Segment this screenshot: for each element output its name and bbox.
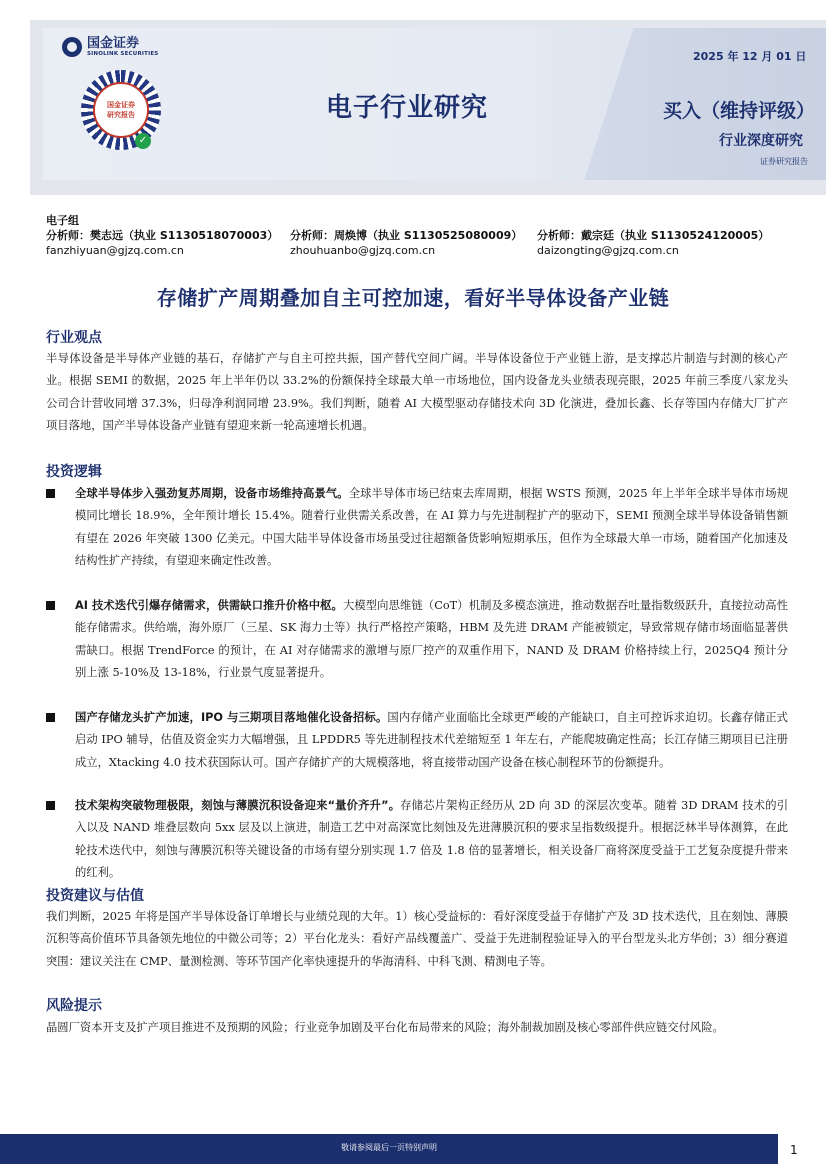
report-category-title: 电子行业研究: [326, 93, 489, 123]
bullet-text: 存储芯片架构正经历从 2D 向 3D 的深层次变革。随着 3D DRAM 技术的引入以及 NAND 堆叠层数向 5xx 层及以上演进，制造工艺中对高深宽比刻蚀及先进薄膜沉积的要求呈指数级提升。根据泛林半导体测算，在此轮技术迭代中，刻蚀与薄膜沉积等关键设备的市场有望分别实现 1.7 倍及 1.8 倍的显著增长，相关设备厂商将深度受益于工艺复杂度提升带来的红利。: [75, 799, 788, 880]
analyst-name: 分析师：戴宗廷（执业 S1130524120005）: [537, 229, 770, 242]
analyst-block: [46, 228, 278, 258]
bullet-lead: 国产存储龙头扩产加速，IPO 与三期项目落地催化设备招标。: [75, 711, 388, 724]
qr-seal-text-2: 研究报告: [107, 111, 135, 119]
section-heading-logic: 投资逻辑: [46, 464, 102, 480]
bullet-lead: 技术架构突破物理极限，刻蚀与薄膜沉积设备迎来“量价齐升”。: [75, 799, 401, 812]
section-text-advice: 我们判断，2025 年将是国产半导体设备订单增长与业绩兑现的大年。1）核心受益标的：看好深度受益于存储扩产及 3D 技术迭代，且在刻蚀、薄膜沉积等高价值环节具备领先地位的中微公司等；2）平台化龙头：看好产品线覆盖广、受益于先进制程验证导入的平台型龙头北方华创；3）细分赛道突围：建议关注在 CMP、量测检测、等环节国产化率快速提升的华海清科、中科飞测、精测电子等。: [46, 910, 788, 968]
section-heading-advice: 投资建议与估值: [46, 888, 144, 904]
qr-seal-text-1: 国金证券: [107, 101, 135, 109]
bullet-square-icon: [46, 713, 55, 722]
logo-name-cn: 国金证券: [87, 36, 140, 51]
logic-bullet: [46, 707, 788, 774]
logic-bullet: [46, 483, 788, 573]
logo-name-en: SINOLINK SECURITIES: [87, 51, 159, 57]
logic-bullet: [46, 595, 788, 685]
bullet-square-icon: [46, 601, 55, 610]
analyst-block: [537, 228, 769, 258]
logo-icon: [62, 37, 82, 57]
analyst-email[interactable]: daizongting@gjzq.com.cn: [537, 244, 679, 257]
analyst-name: 分析师：樊志远（执业 S1130518070003）: [46, 229, 279, 242]
company-logo: [62, 37, 158, 57]
qr-seal: [93, 82, 149, 138]
bullet-text: 大模型向思维链（CoT）机制及多模态演进，推动数据吞吐量指数级跃升，直接拉动高性能存储需求。供给端，海外原厂（三星、SK 海力士等）执行严格控产策略，HBM 及先进 DRAM 产能被锁定，导致常规存储市场面临显著供需缺口。根据 TrendForce 的预计，在 AI 对存储需求的激增与原厂控产的双重作用下，NAND 及 DRAM 价格持续上行，2025Q4 预计分别上涨 5-10%及 13-18%，行业景气度显著提升。: [75, 599, 788, 680]
bullet-text: 国内存储产业面临比全球更严峻的产能缺口，自主可控诉求迫切。长鑫存储正式启动 IPO 辅导，估值及资金实力大幅增强，且 LPDDR5 等先进制程技术代差缩短至 1 年左右，产能爬坡确定性高；长江存储三期项目已注册成立，Xtacking 4.0 技术获国际认可。国产存储扩产的大规模落地，将直接带动国产设备在核心制程环节的份额提升。: [75, 711, 788, 769]
analyst-group: 电子组: [46, 214, 79, 227]
section-text-risk: 晶圆厂资本开支及扩产项目推进不及预期的风险；行业竞争加剧及平台化布局带来的风险；海外制裁加剧及核心零部件供应链交付风险。: [46, 1021, 724, 1034]
bullet-square-icon: [46, 801, 55, 810]
bullet-lead: 全球半导体步入强劲复苏周期，设备市场维持高景气。: [75, 487, 349, 500]
section-heading-view: 行业观点: [46, 330, 102, 346]
page-number: 1: [790, 1143, 798, 1157]
rating-label: 买入（维持评级）: [663, 100, 816, 122]
analyst-email[interactable]: fanzhiyuan@gjzq.com.cn: [46, 244, 184, 257]
bullet-square-icon: [46, 489, 55, 498]
footer-disclaimer[interactable]: 敬请参阅最后一页特别声明: [341, 1143, 437, 1152]
bullet-lead: AI 技术迭代引爆存储需求，供需缺口推升价格中枢。: [75, 599, 343, 612]
analyst-block: [290, 228, 522, 258]
bullet-text: 全球半导体市场已结束去库周期，根据 WSTS 预测，2025 年上半年全球半导体市场规模同比增长 18.9%，全年预计增长 15.4%。随着行业供需关系改善，在 AI 算力与先进制程扩产的驱动下，SEMI 预测全球半导体设备销售额有望在 2026 年突破 1300 亿美元。中国大陆半导体设备市场虽受过往超额备货影响短期承压，但作为全球最大单一市场，随着国产化加速及结构性扩产持续，有望迎来确定性改善。: [75, 487, 788, 568]
logic-bullet: [46, 795, 788, 885]
report-date: 2025 年 12 月 01 日: [693, 50, 807, 63]
section-heading-risk: 风险提示: [46, 998, 102, 1014]
report-type: 行业深度研究: [719, 133, 803, 149]
analyst-name: 分析师：周焕博（执业 S1130525080009）: [290, 229, 523, 242]
section-text-view: 半导体设备是半导体产业链的基石，存储扩产与自主可控共振，国产替代空间广阔。半导体设备位于产业链上游，是支撑芯片制造与封测的核心产业。根据 SEMI 的数据，2025 年上半年仍以 33.2%的份额保持全球最大单一市场地位，国内设备龙头业绩表现亮眼，2025 年前三季度八家龙头公司合计营收同增 37.3%，归母净利润同增 23.9%。我们判断，随着 AI 大模型驱动存储技术向 3D 化演进，叠加长鑫、长存等国内存储大厂扩产项目落地，国产半导体设备产业链有望迎来新一轮高速增长机遇。: [46, 352, 788, 433]
analyst-email[interactable]: zhouhuanbo@gjzq.com.cn: [290, 244, 436, 257]
qr-code[interactable]: [80, 70, 162, 170]
report-main-title: 存储扩产周期叠加自主可控加速，看好半导体设备产业链: [156, 286, 670, 310]
wechat-icon: ✓: [135, 133, 151, 149]
report-kind: 证券研究报告: [760, 157, 808, 166]
